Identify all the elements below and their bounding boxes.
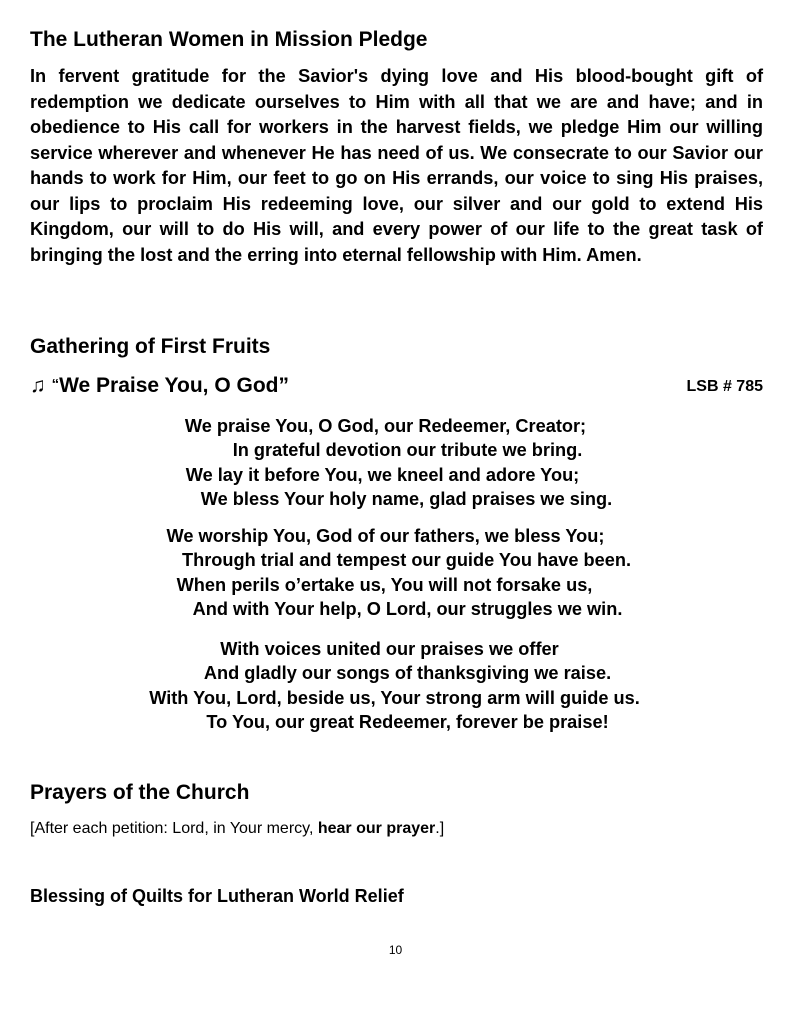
stanza-line: Through trial and tempest our guide You have been. — [181, 550, 631, 571]
prayers-note-prefix: [After each petition: Lord, in Your mercy, — [30, 820, 318, 837]
pledge-text: In fervent gratitude for the Savior's dying love and His blood-bought gift of redemption we dedicate ourselves to Him with all that we are and have; and in obedience to His call for workers in the harvest fields, we pledge Him our willing service wherever and whenever He has need of us. We consecrate to our Savior our hands to work for Him, our feet to go on His errands, our voice to sing His praises, our lips to proclaim His redeeming love, our silver and our gold to extend His Kingdom, our will to do His will, and every power of our life to the great task of bringing the lost and the erring into eternal fellowship with Him. Amen. — [30, 66, 763, 265]
hymn-reference: LSB # 785 — [686, 378, 763, 395]
stanza-line: To You, our great Redeemer, forever be praise! — [206, 711, 609, 732]
blessing-heading: Blessing of Quilts for Lutheran World Relief — [30, 886, 404, 906]
stanza-line: We worship You, God of our fathers, we bless You; — [166, 526, 605, 546]
hymn-stanza-2 — [0, 524, 791, 621]
hymn-stanza-1 — [0, 414, 791, 511]
stanza-line: In grateful devotion our tribute we bring. — [232, 440, 583, 461]
prayers-note-suffix: .] — [435, 820, 445, 837]
stanza-line: With You, Lord, beside us, Your strong arm will guide us. — [149, 687, 640, 708]
prayers-note-response: hear our prayer — [317, 820, 436, 837]
stanza-line: We praise You, O God, our Redeemer, Creator; — [184, 416, 587, 436]
stanza-line: When perils o’ertake us, You will not forsake us, — [176, 574, 593, 595]
hymn-stanza-3 — [0, 637, 791, 734]
prayers-note — [30, 820, 444, 838]
prayers-heading: Prayers of the Church — [30, 781, 250, 804]
first-fruits-heading: Gathering of First Fruits — [30, 335, 271, 358]
hymn-title: We Praise You, O God — [59, 374, 279, 397]
hymn-open-quote: “ — [51, 376, 60, 393]
hymn-title-line — [30, 374, 289, 398]
hymn-close-quote: ” — [278, 374, 289, 397]
page-number: 10 — [388, 943, 403, 957]
hymn-header — [30, 374, 763, 402]
music-note-icon: ♫ — [30, 374, 46, 397]
stanza-line: And gladly our songs of thanksgiving we raise. — [203, 663, 612, 684]
stanza-line: With voices united our praises we offer — [220, 639, 559, 659]
stanza-line: And with Your help, O Lord, our struggles we win. — [192, 598, 623, 619]
stanza-line: We bless Your holy name, glad praises we sing. — [200, 488, 613, 509]
pledge-heading: The Lutheran Women in Mission Pledge — [30, 28, 428, 51]
stanza-line: We lay it before You, we kneel and adore You; — [185, 464, 580, 485]
